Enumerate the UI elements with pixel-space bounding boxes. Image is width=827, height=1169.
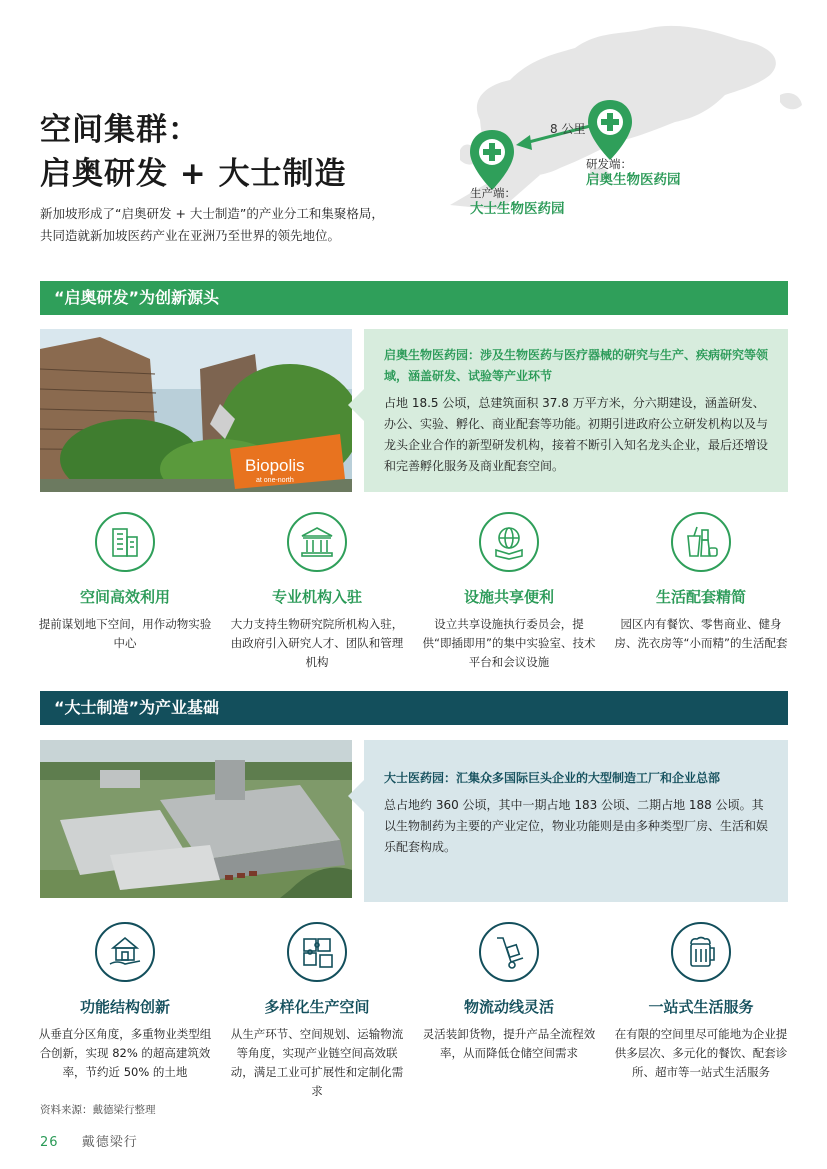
feature-desc: 提前谋划地下空间，用作动物实验中心 (38, 617, 212, 650)
feature-desc: 从垂直分区角度，多重物业类型组合创新，实现 82% 的超高建筑效率，节约近 50% 的土地 (38, 1027, 212, 1079)
title-line-2: 启奥研发 + 大士制造 (40, 156, 347, 192)
infobox-notch (348, 389, 364, 421)
section2-heading: “大士制造”为产业基础 (40, 691, 788, 725)
feature-lifestyle (606, 512, 796, 653)
page-title (40, 108, 347, 196)
singapore-map (440, 0, 827, 240)
section1-lead: 启奥生物医药园：涉及生物医药与医疗器械的研究与生产、疾病研究等领域，涵盖研发、试验等产业环节 (384, 348, 769, 383)
intro-line-1: 新加坡形成了“启奥研发 + 大士制造”的产业分工和集聚格局， (40, 206, 384, 221)
puzzle-icon (287, 922, 347, 982)
distance-label: 8 公里 (550, 122, 586, 136)
feature-institutions (222, 512, 412, 672)
source-note: 资料来源：戴德梁行整理 (40, 1104, 156, 1116)
feature-desc: 从生产环节、空间规划、运输物流等角度，实现产业链空间高效联动，满足工业可扩展性和定制化需求 (230, 1027, 404, 1098)
production-pin-label (470, 185, 565, 217)
biopolis-photo (40, 329, 352, 492)
feature-desc: 在有限的空间里尽可能地为企业提供多层次、多元化的餐饮、配套诊所、超市等一站式生活服务 (614, 1027, 788, 1079)
building-icon (95, 512, 155, 572)
feature-diverse-production (222, 922, 412, 1101)
globe-book-icon (479, 512, 539, 572)
house-hand-icon (95, 922, 155, 982)
feature-desc: 设立共享设施执行委员会，提供“即插即用”的集中实验室、技术平台和会议设施 (422, 617, 596, 669)
feature-title: 多样化生产空间 (264, 998, 370, 1016)
photo-sign-subtext: at one-north (256, 477, 294, 484)
photo-sign-text: Biopolis (245, 456, 305, 475)
feature-title: 物流动线灵活 (463, 998, 554, 1016)
feature-desc: 大力支持生物研究院所机构入驻，由政府引入研究人才、团队和管理机构 (230, 617, 404, 669)
infobox-notch (348, 780, 364, 812)
page-footer (40, 1131, 138, 1150)
section2-lead: 大士医药园：汇集众多国际巨头企业的大型制造工厂和企业总部 (384, 771, 721, 785)
feature-structure-innovation (30, 922, 220, 1082)
page-number: 26 (40, 1135, 59, 1150)
feature-title: 专业机构入驻 (271, 588, 362, 606)
section1-heading: “启奥研发”为创新源头 (40, 281, 788, 315)
feature-desc: 园区内有餐饮、零售商业、健身房、洗衣房等“小而精”的生活配套 (614, 617, 788, 650)
section1-body: 占地 18.5 公顷，总建筑面积 37.8 万平方米，分六期建设，涵盖研发、办公、实验、孵化、商业配套等功能。初期引进政府公立研发机构以及与龙头企业合作的新型研发机构，接着不断引入知名龙头企业，最后还增设和完善孵化服务及商业配套空间。 (384, 396, 769, 473)
institution-icon (287, 512, 347, 572)
feature-desc: 灵活装卸货物，提升产品全流程效率，从而降低仓储空间需求 (422, 1027, 596, 1060)
intro-line-2: 共同造就新加坡医药产业在亚洲乃至世界的领先地位。 (40, 228, 341, 243)
feature-title: 空间高效利用 (79, 588, 170, 606)
production-pin-caption: 生产端： (470, 186, 516, 200)
section1-infobox (364, 329, 788, 492)
feature-one-stop-service (606, 922, 796, 1082)
feature-title: 生活配套精简 (655, 588, 746, 606)
hand-truck-icon (479, 922, 539, 982)
research-pin-label (586, 156, 681, 188)
feature-title: 设施共享便利 (463, 588, 554, 606)
lifestyle-icon (671, 512, 731, 572)
section2-infobox (364, 740, 788, 902)
feature-title: 功能结构创新 (79, 998, 170, 1016)
tuas-factory-photo (40, 740, 352, 898)
feature-title: 一站式生活服务 (648, 998, 754, 1016)
title-line-1: 空间集群： (40, 112, 200, 148)
section2-body: 总占地约 360 公顷，其中一期占地 183 公顷、二期占地 188 公顷。其以生物制药为主要的产业定位，物业功能则是由多种类型厂房、生活和娱乐配套构成。 (384, 798, 769, 854)
feature-space-efficiency (30, 512, 220, 653)
beer-mug-icon (671, 922, 731, 982)
research-pin-caption: 研发端： (586, 157, 632, 171)
production-pin-name: 大士生物医药园 (470, 201, 565, 217)
feature-logistics (414, 922, 604, 1063)
footer-brand: 戴德梁行 (81, 1135, 138, 1150)
feature-shared-facilities (414, 512, 604, 672)
research-pin-name: 启奥生物医药园 (586, 172, 681, 188)
intro-text (40, 203, 384, 247)
